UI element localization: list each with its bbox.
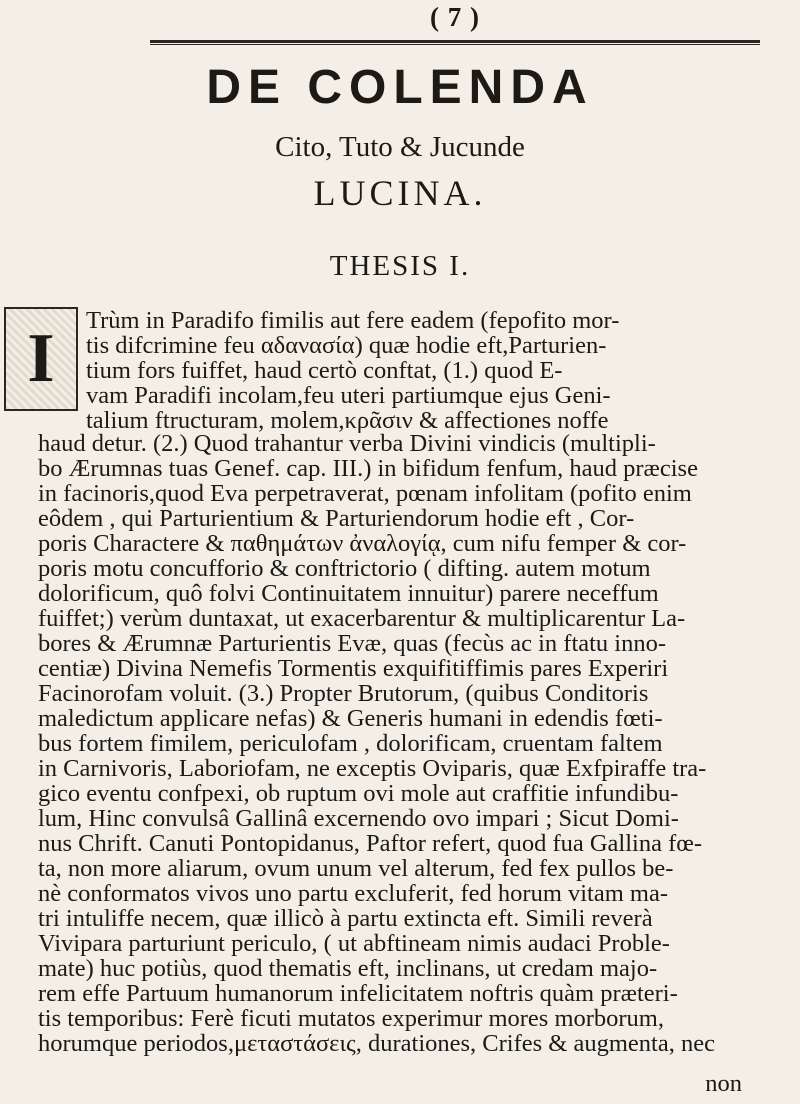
text-line: Facinorofam voluit. (3.) Propter Brutorum, (quibus Conditoris — [38, 680, 649, 707]
text-line: talium ftructuram, molem,κρᾶσιν & affectiones noffe — [86, 407, 609, 434]
text-line: tis difcrimine feu αδανασία) quæ hodie eft,Parturien- — [86, 332, 607, 359]
text-line: haud detur. (2.) Quod trahantur verba Divini vindicis (multipli- — [38, 430, 656, 457]
text-line: centiæ) Divina Nemefis Tormentis exquifitiffimis pares Experiri — [38, 655, 669, 682]
text-line: eôdem , qui Parturientium & Parturiendorum hodie eft , Cor- — [38, 505, 635, 532]
text-line: fuiffet;) verùm duntaxat, ut exacerbarentur & multiplicarentur La- — [38, 605, 686, 632]
text-line: in Carnivoris, Laboriofam, ne exceptis Oviparis, quæ Exfpiraffe tra- — [38, 755, 707, 782]
text-line: vam Paradifi incolam,feu uteri partiumque ejus Geni- — [86, 382, 611, 409]
text-line: ta, non more aliarum, ovum unum vel alterum, fed fex pullos be- — [38, 855, 674, 882]
heading: LUCINA. — [313, 173, 487, 213]
text-line: rem effe Partuum humanorum infelicitatem noftris quàm præteri- — [38, 980, 678, 1007]
running-header — [150, 0, 760, 46]
text-line: tis temporibus: Ferè ficuti mutatos experimur mores morborum, — [38, 1005, 664, 1032]
text-line: bores & Ærumnæ Parturientis Evæ, quas (fecùs ac in ftatu inno- — [38, 630, 667, 657]
catchword: non — [705, 1070, 742, 1097]
text-line: mate) huc potiùs, quod thematis eft, inclinans, ut credam majo- — [38, 955, 658, 982]
text-line: poris Charactere & παθημάτων ἀναλογίᾳ, cum nifu femper & cor- — [38, 530, 687, 557]
thesis-heading: THESIS I. — [329, 250, 471, 282]
text-line: nus Chrift. Canuti Pontopidanus, Paftor refert, quod fua Gallina fœ- — [38, 830, 703, 857]
text-line: Vivipara parturiunt periculo, ( ut abftineam nimis audaci Proble- — [38, 930, 670, 957]
header-rule-thin — [150, 44, 760, 45]
text-line: dolorificum, quô folvi Continuitatem innuitur) parere neceffum — [38, 580, 659, 607]
text-line: tium fors fuiffet, haud certò conftat, (1.) quod E- — [86, 357, 563, 384]
text-line: nè conformatos vivos uno partu excluferit, fed horum vitam ma- — [38, 880, 669, 907]
text-line: tri intuliffe necem, quæ illicò à partu extincta eft. Simili reverà — [38, 905, 653, 932]
text-line: horumque periodos,μεταστάσεις, durationes, Crifes & augmenta, nec — [38, 1030, 715, 1057]
drop-cap: I — [4, 307, 78, 411]
text-line: poris motu concufforio & conftrictorio ( difting. autem motum — [38, 555, 651, 582]
text-line: in facinoris,quod Eva perpetraverat, pœnam infolitam (pofito enim — [38, 480, 692, 507]
text-line: bus fortem fimilem, periculofam , dolorificam, cruentam faltem — [38, 730, 663, 757]
page-number: ( 7 ) — [430, 2, 480, 32]
text-line: bo Ærumnas tuas Genef. cap. III.) in bifidum fenfum, haud præcise — [38, 455, 698, 482]
text-line: lum, Hinc convulsâ Gallinâ excernendo ovo impari ; Sicut Domi- — [38, 805, 679, 832]
subtitle: Cito, Tuto & Jucunde — [275, 131, 525, 163]
text-line: maledictum applicare nefas) & Generis humani in edendis fœti- — [38, 705, 663, 732]
text-line: Trùm in Paradifo fimilis aut fere eadem (fepofito mor- — [86, 307, 620, 334]
page-title: DE COLENDA — [206, 61, 594, 114]
header-rule — [150, 40, 760, 43]
text-line: gico eventu confpexi, ob ruptum ovi mole aut craffitie infundibu- — [38, 780, 679, 807]
